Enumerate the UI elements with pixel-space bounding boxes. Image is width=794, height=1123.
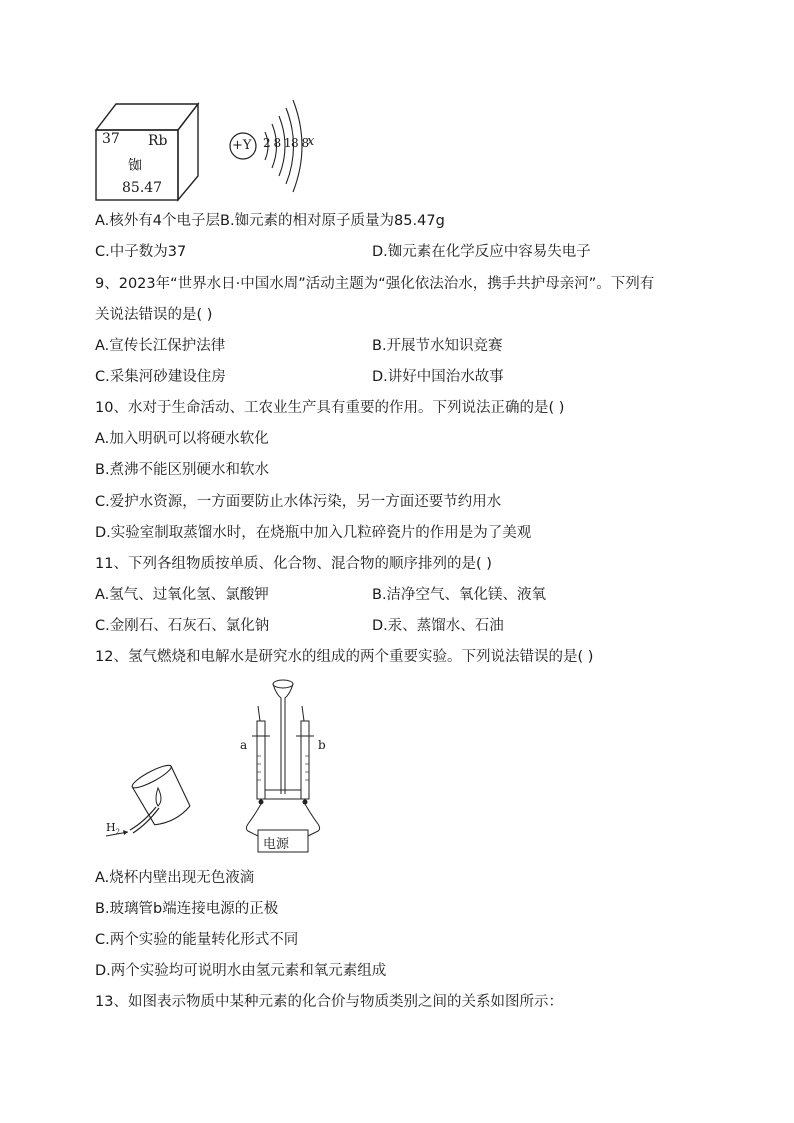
q9-option-d: D.讲好中国治水故事 xyxy=(372,369,504,385)
q10-option-d: D.实验室制取蒸馏水时，在烧瓶中加入几粒碎瓷片的作用是为了美观 xyxy=(95,525,532,541)
tube-a-label: a xyxy=(240,738,248,752)
electrolysis-apparatus-diagram xyxy=(236,676,336,856)
q8-option-b: B.铷元素的相对原子质量为85.47g xyxy=(220,213,445,229)
q12-option-d: D.两个实验均可说明水由氢元素和氧元素组成 xyxy=(95,963,387,979)
q13-stem: 13、如图表示物质中某种元素的化合价与物质类别之间的关系如图所示： xyxy=(95,994,563,1010)
shell-electrons: 2 8 18 8 xyxy=(263,136,309,150)
shell-x: x xyxy=(307,134,315,149)
h2-label-subscript: 2 xyxy=(115,828,121,837)
element-name: 铷 xyxy=(128,158,142,174)
q9-stem-line1: 9、2023年“世界水日·中国水周”活动主题为“强化依法治水，携手共护母亲河”。下列有 xyxy=(95,276,655,292)
tube-b-label: b xyxy=(318,738,326,752)
q10-stem: 10、水对于生命活动、工农业生产具有重要的作用。下列说法正确的是( ) xyxy=(95,400,565,416)
q11-option-d: D.汞、蒸馏水、石油 xyxy=(372,618,504,634)
q8-option-ab xyxy=(95,211,445,231)
q12-stem: 12、氢气燃烧和电解水是研究水的组成的两个重要实验。下列说法错误的是( ) xyxy=(95,649,594,665)
q8-option-a: A.核外有4个电子层 xyxy=(95,213,220,229)
q9-stem-line2: 关说法错误的是( ) xyxy=(95,307,213,323)
nucleus-label: +Y xyxy=(232,138,252,153)
h2-label xyxy=(106,821,120,836)
q11-stem: 11、下列各组物质按单质、化合物、混合物的顺序排列的是( ) xyxy=(95,556,492,572)
q11-option-c: C.金刚石、石灰石、氯化钠 xyxy=(95,618,270,634)
q12-option-c: C.两个实验的能量转化形式不同 xyxy=(95,932,299,948)
q10-option-b: B.煮沸不能区别硬水和软水 xyxy=(95,462,270,478)
h2-label-symbol: H xyxy=(106,821,116,834)
q9-option-a: A.宣传长江保护法律 xyxy=(95,338,226,354)
q10-option-c: C.爱护水资源，一方面要防止水体污染，另一方面还要节约用水 xyxy=(95,494,502,510)
q8-option-c: C.中子数为37 xyxy=(95,244,187,260)
q11-option-a: A.氢气、过氧化氢、氯酸钾 xyxy=(95,587,269,603)
q10-option-a: A.加入明矾可以将硬水软化 xyxy=(95,431,269,447)
q9-option-b: B.开展节水知识竞赛 xyxy=(372,338,503,354)
q9-option-c: C.采集河砂建设住房 xyxy=(95,369,226,385)
power-source-label: 电源 xyxy=(263,837,290,852)
q8-option-d: D.铷元素在化学反应中容易失电子 xyxy=(372,244,591,260)
q12-option-b: B.玻璃管b端连接电源的正极 xyxy=(95,901,279,917)
q11-option-b: B.洁净空气、氧化镁、液氧 xyxy=(372,587,547,603)
atomic-number: 37 xyxy=(102,131,120,147)
element-symbol: Rb xyxy=(148,133,168,149)
atomic-mass: 85.47 xyxy=(122,180,163,196)
q12-option-a: A.烧杯内壁出现无色液滴 xyxy=(95,870,255,886)
